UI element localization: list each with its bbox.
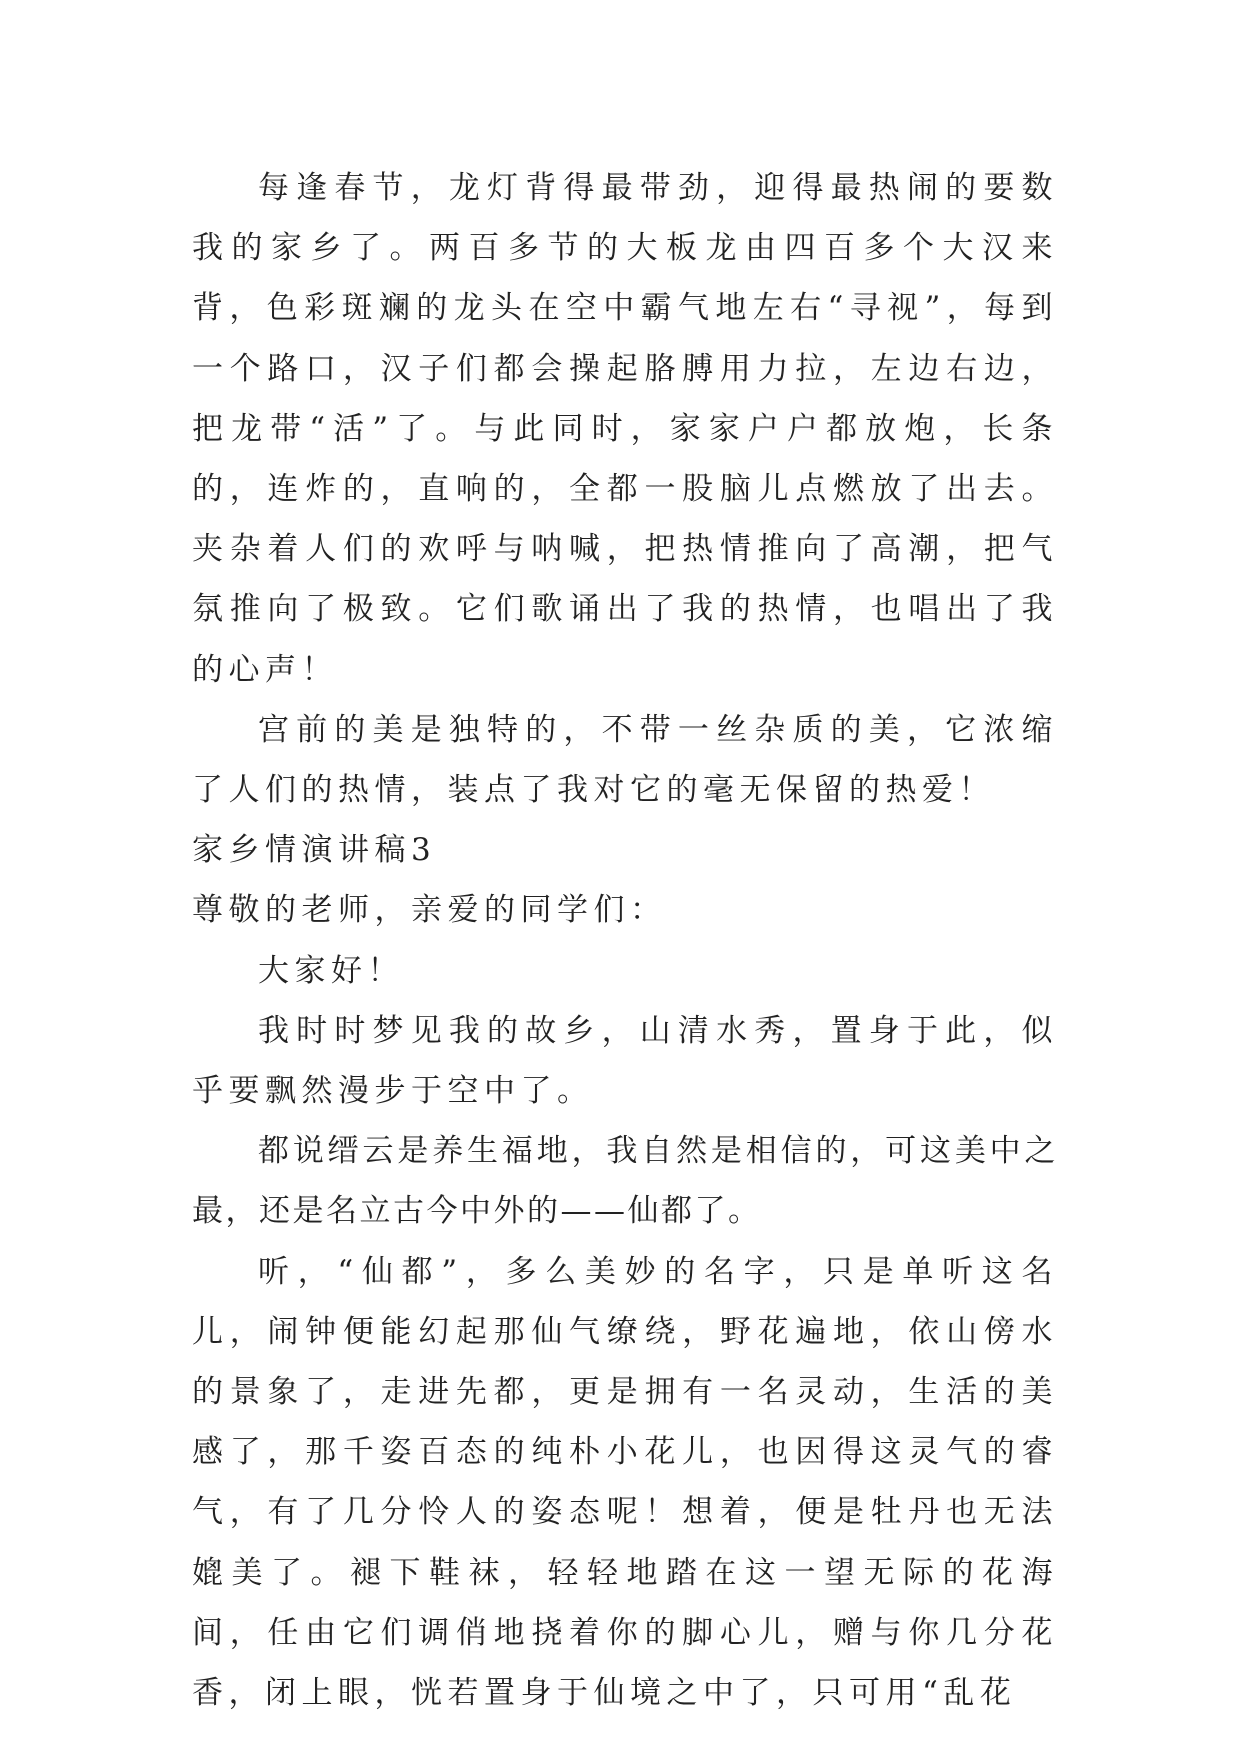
greeting: 大家好！ — [258, 952, 404, 989]
paragraph-dream-hometown: 我时时梦见我的故乡，山清水秀，置身于此，似乎要飘然漫步于空中了。 — [192, 1012, 1058, 1110]
paragraph-xiandu-description: 听，“仙都”，多么美妙的名字，只是单听这名儿，闹钟便能幻起那仙气缭绕，野花遍地，依山傍水的景象了，走进先都，更是拥有一名灵动，生活的美感了，那千姿百态的纯朴小花儿，也因得这灵气的睿气，有了几分怜人的姿态呢！想着，便是牡丹也无法媲美了。褪下鞋袜，轻轻地踏在这一望无际的花海间，任由它们调俏地挠着你的脚心儿，赠与你几分花香，闭上眼，恍若置身于仙境之中了，只可用“乱花 — [192, 1253, 1058, 1712]
paragraph-dragon-lantern: 每逢春节，龙灯背得最带劲，迎得最热闹的要数我的家乡了。两百多节的大板龙由四百多个大汉来背，色彩斑斓的龙头在空中霸气地左右“寻视”，每到一个路口，汉子们都会操起胳膊用力拉，左边右边，把龙带“活”了。与此同时，家家户户都放炮，长条的，连炸的，直响的，全都一股脑儿点燃放了出去。夹杂着人们的欢呼与呐喊，把热情推向了高潮，把气氛推向了极致。它们歌诵出了我的热情，也唱出了我的心声！ — [192, 170, 1058, 688]
salutation: 尊敬的老师，亲爱的同学们： — [192, 892, 667, 929]
section-heading: 家乡情演讲稿3 — [192, 832, 437, 869]
paragraph-gongqian-beauty: 宫前的美是独特的，不带一丝杂质的美，它浓缩了人们的热情，装点了我对它的毫无保留的热爱！ — [192, 711, 1058, 809]
paragraph-jinyun-xiandu: 都说缙云是养生福地，我自然是相信的，可这美中之最，还是名立古今中外的——仙都了。 — [192, 1133, 1058, 1230]
document-body — [192, 158, 1058, 1723]
